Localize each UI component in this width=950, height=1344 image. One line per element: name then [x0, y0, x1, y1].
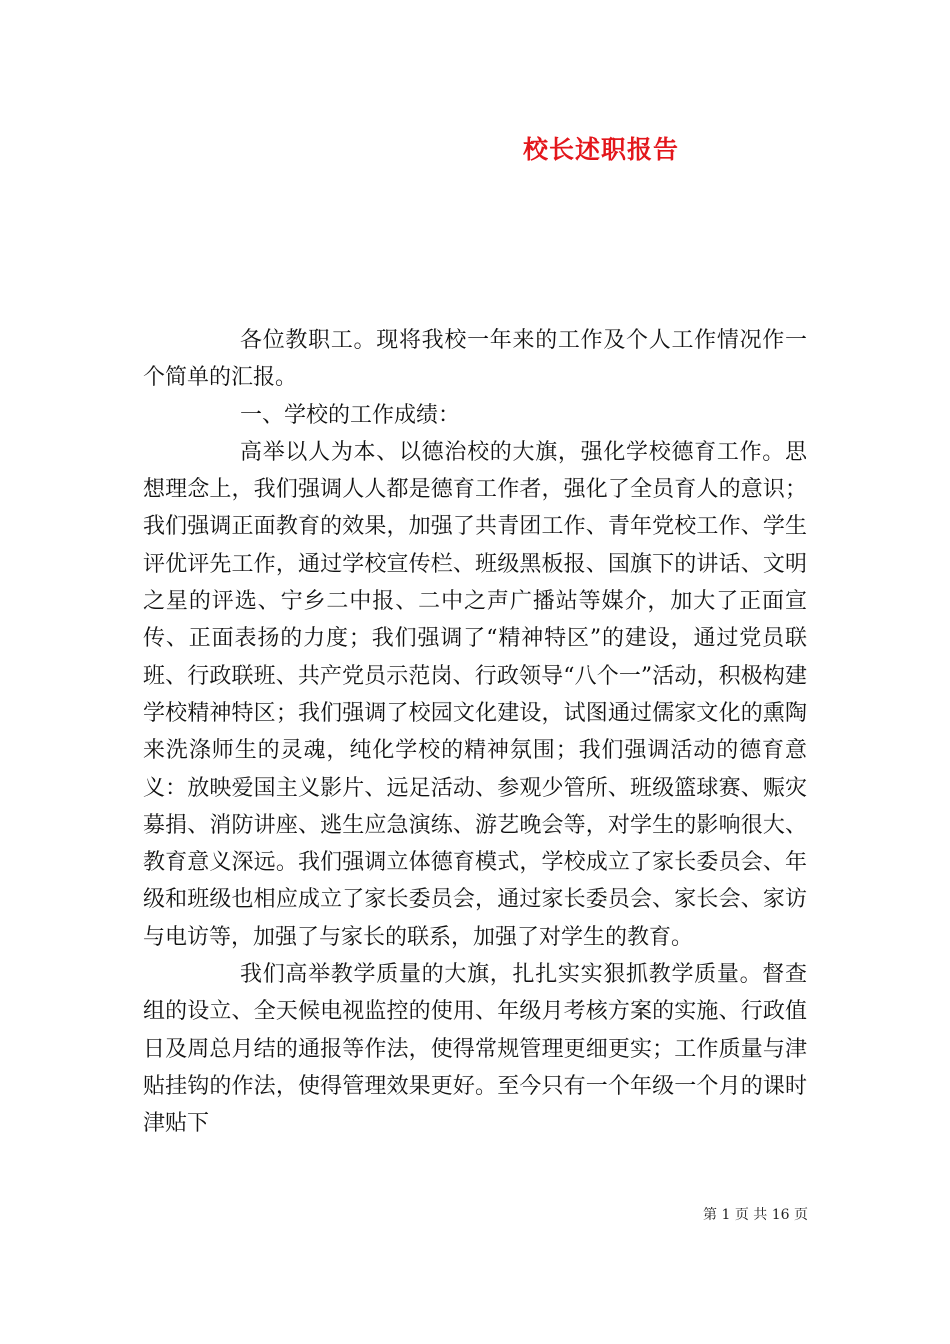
paragraph-moral-education: 高举以人为本、以德治校的大旗，强化学校德育工作。思想理念上，我们强调人人都是德育工作者，强化了全员育人的意识；我们强调正面教育的效果，加强了共青团工作、青年党校工作、学生评优评先工作，通过学校宣传栏、班级黑板报、国旗下的讲话、文明之星的评选、宁乡二中报、二中之声广播站等媒介，加大了正面宣传、正面表扬的力度；我们强调了“精神特区”的建设，通过党员联班、行政联班、共产党员示范岗、行政领导“八个一”活动，积极构建学校精神特区；我们强调了校园文化建设，试图通过儒家文化的熏陶来洗涤师生的灵魂，纯化学校的精神氛围；我们强调活动的德育意义：放映爱国主义影片、远足活动、参观少管所、班级篮球赛、赈灾募捐、消防讲座、逃生应急演练、游艺晚会等，对学生的影响很大、教育意义深远。我们强调立体德育模式，学校成立了家长委员会、年级和班级也相应成立了家长委员会，通过家长委员会、家长会、家访与电访等，加强了与家长的联系，加强了对学生的教育。 — [143, 439, 807, 950]
page-number-footer: 第 1 页 共 16 页 — [703, 1207, 808, 1223]
paragraph-greeting: 各位教职工。现将我校一年来的工作及个人工作情况作一个简单的汇报。 — [143, 328, 807, 391]
document-title: 校长述职报告 — [522, 135, 679, 164]
section-heading-achievements: 一、学校的工作成绩： — [240, 402, 461, 428]
document-body — [143, 322, 807, 1143]
paragraph-teaching-quality: 我们高举教学质量的大旗，扎扎实实狠抓教学质量。督查组的设立、全天候电视监控的使用、年级月考核方案的实施、行政值日及周总月结的通报等作法，使得常规管理更细更实；工作质量与津贴挂钩的作法，使得管理效果更好。至今只有一个年级一个月的课时津贴下 — [143, 962, 807, 1137]
